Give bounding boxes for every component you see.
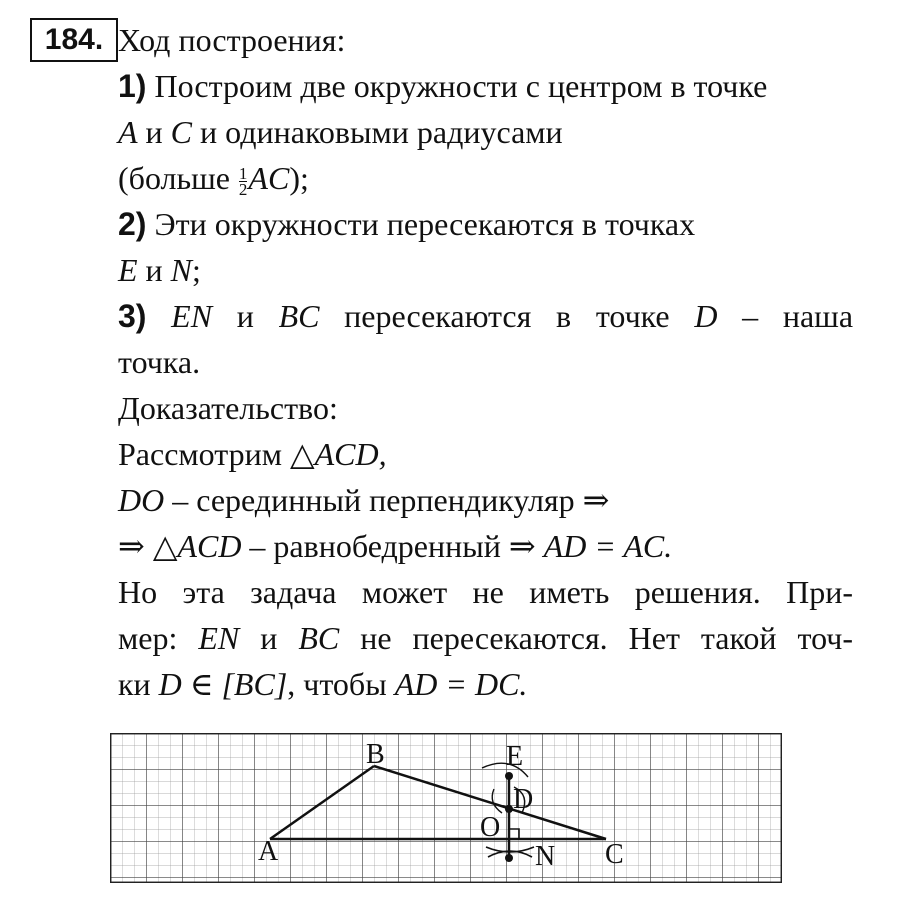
step1-line3: (больше $\frac{1}{2}$ AC); — [118, 160, 309, 200]
label-d: D — [513, 784, 534, 815]
step2-line2: E и N; — [118, 252, 201, 288]
remark-line3: ки D ∈ [BC], чтобы AD = DC. — [118, 666, 528, 702]
label-o: O — [480, 812, 501, 843]
grid — [110, 733, 782, 883]
proof-title: Доказательство: — [118, 390, 338, 426]
problem-number: 184. — [30, 18, 118, 62]
remark-line1: Но эта задача может не иметь решения. При- — [118, 574, 853, 610]
label-c: C — [605, 839, 624, 870]
heading: Ход построения: — [118, 22, 346, 58]
step3-line1: 3) EN и BC пересекаются в точке D – наша — [118, 298, 854, 334]
step3-line2: точка. — [118, 344, 201, 380]
label-b: B — [366, 739, 385, 770]
label-n: N — [535, 841, 556, 872]
proof-line2: DO – серединный перпендикуляр ⇒ — [118, 482, 610, 518]
point-d — [505, 805, 513, 813]
proof-line1: Рассмотрим △ACD, — [118, 436, 387, 472]
point-e — [505, 772, 513, 780]
remark-line2: мер: EN и BC не пересекаются. Нет такой точ- — [118, 620, 854, 656]
one-half-fraction: $\frac{1}{2}$ — [238, 164, 248, 200]
point-n — [505, 854, 513, 862]
label-a: A — [258, 836, 279, 867]
step1-line2: A и C и одинаковыми радиусами — [118, 114, 563, 150]
step1-line1: 1) Построим две окружности с центром в точке — [118, 68, 768, 104]
proof-line3: ⇒ △ACD – равнобедренный ⇒ AD = AC. — [118, 528, 673, 564]
construction-figure — [110, 733, 782, 888]
label-e: E — [506, 741, 524, 772]
step2-line1: 2) Эти окружности пересекаются в точках — [118, 206, 696, 242]
